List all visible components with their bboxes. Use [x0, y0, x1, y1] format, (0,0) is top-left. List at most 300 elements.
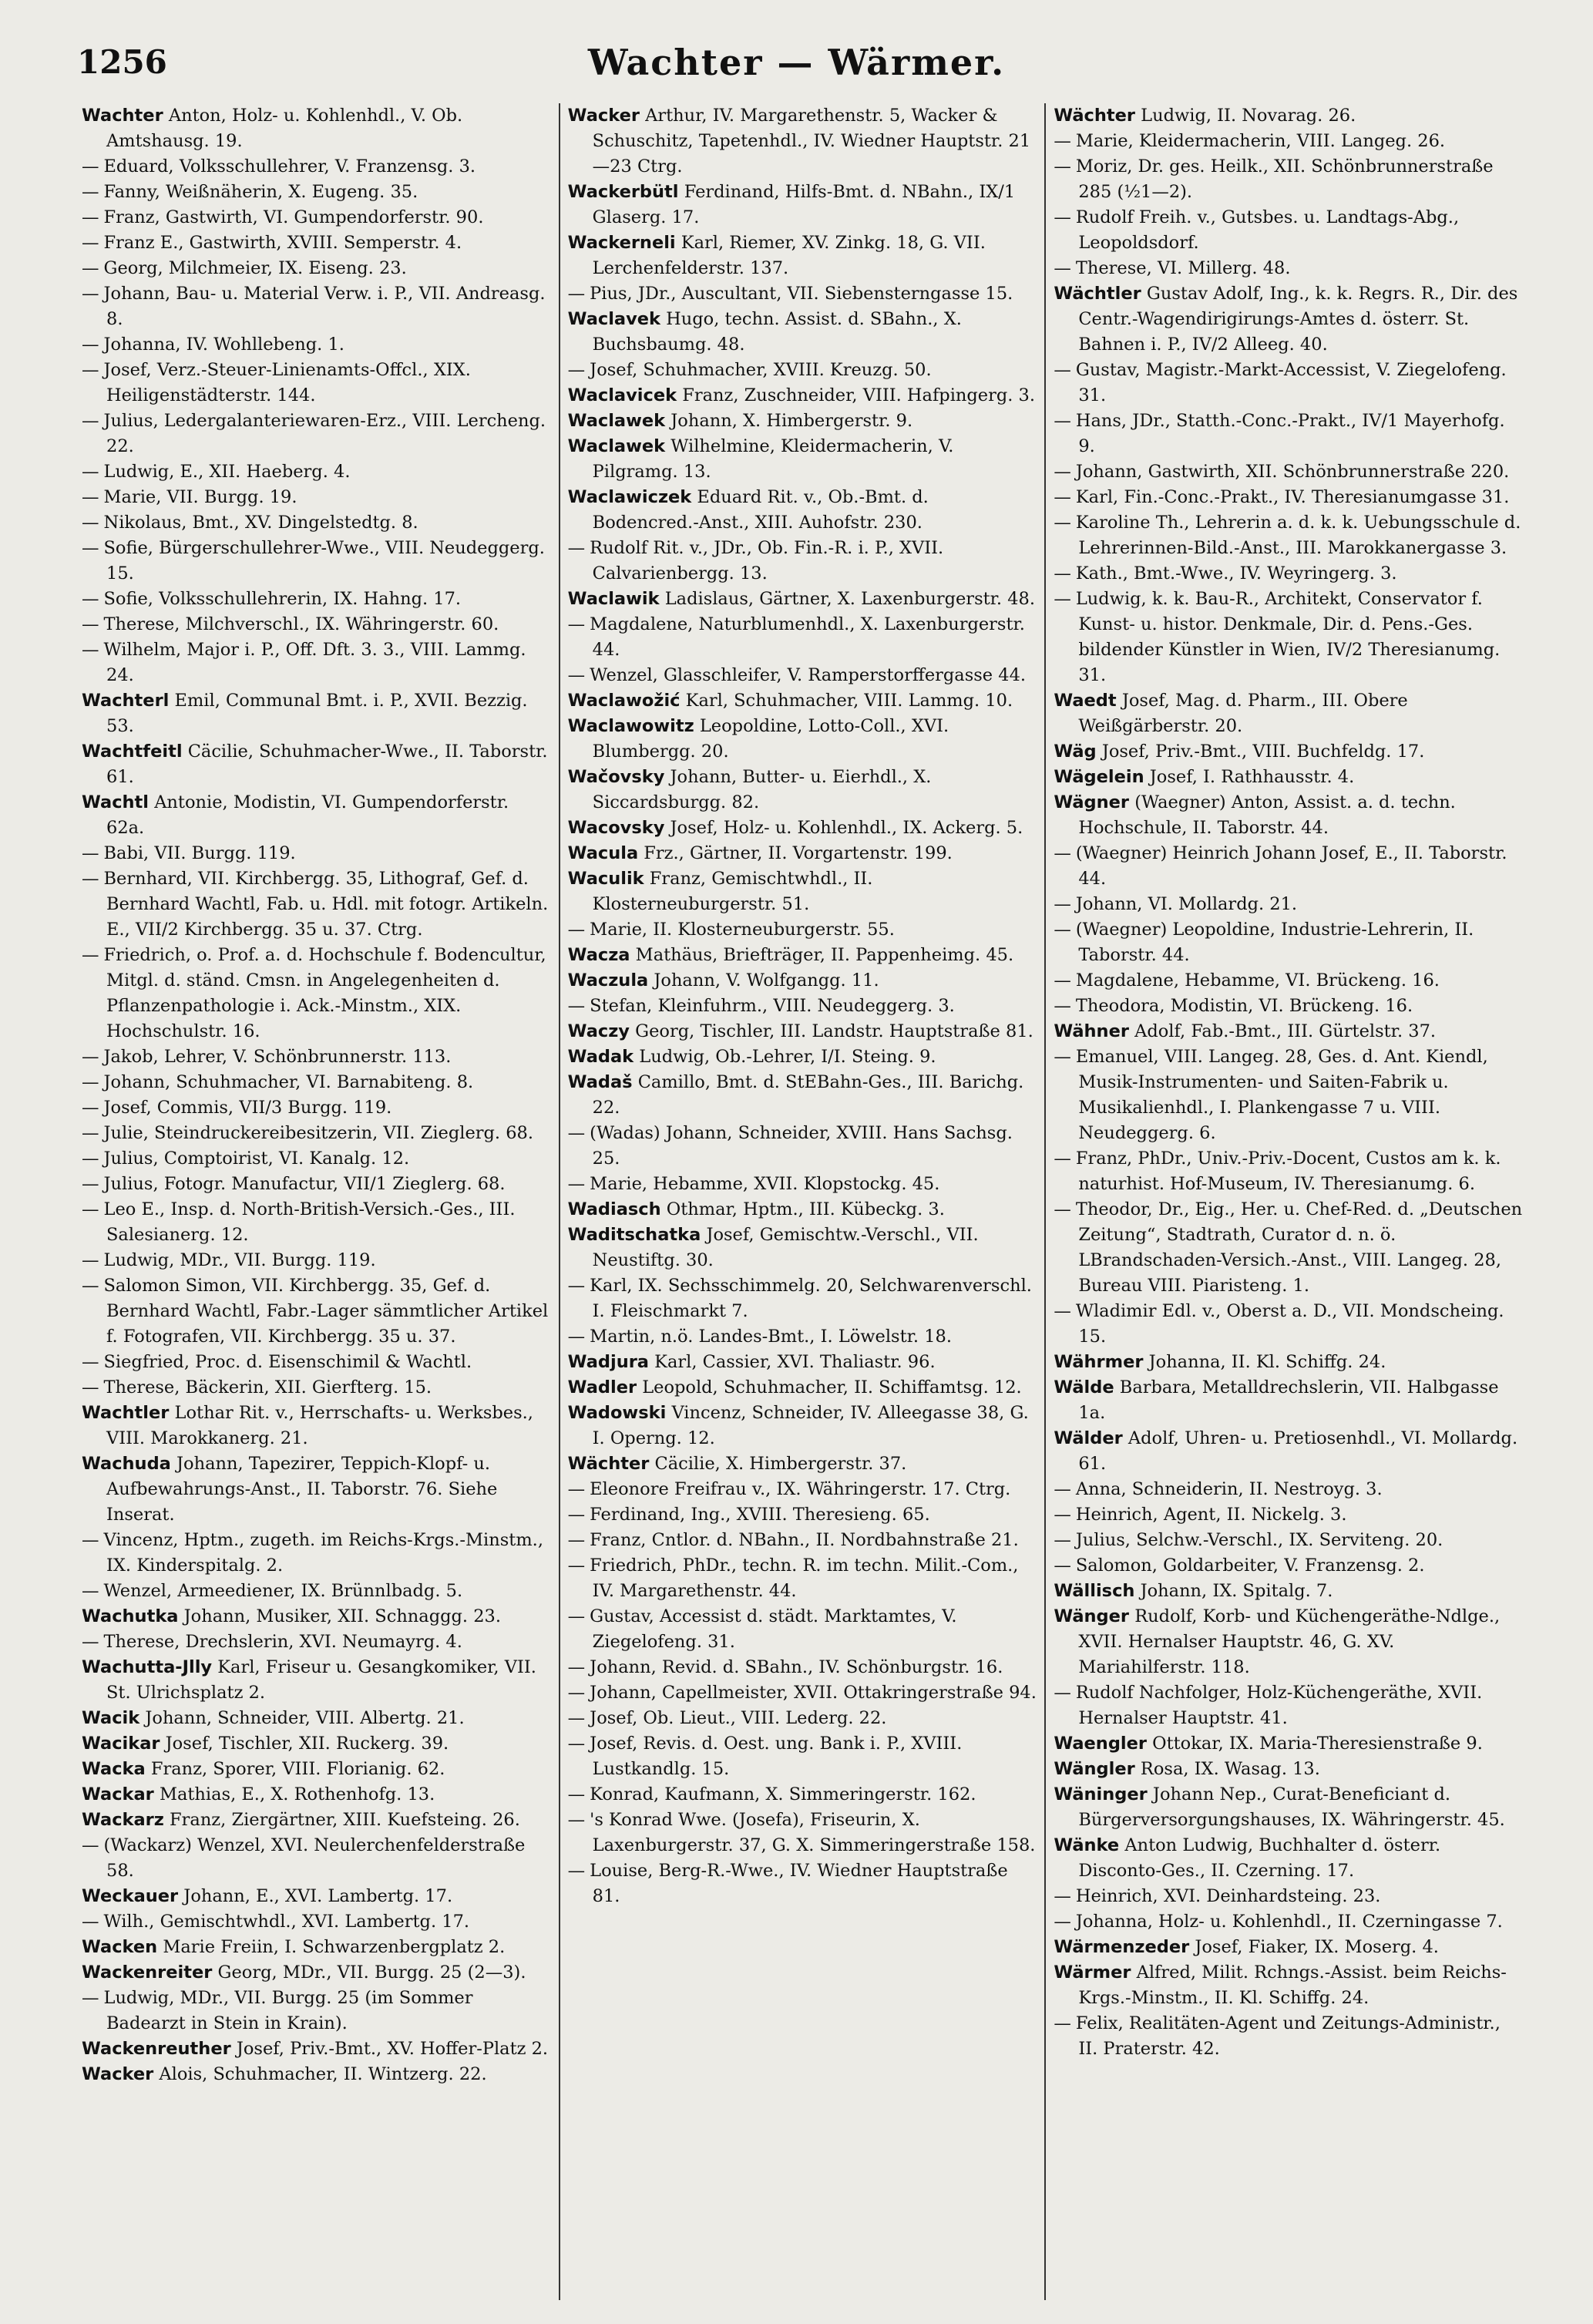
entry-details: Josef, I. Rathhausstr. 4.: [1149, 767, 1355, 787]
entry-surname: Wähner: [1054, 1021, 1129, 1041]
directory-entry: [568, 409, 1037, 434]
repeat-dash: —: [567, 1606, 586, 1626]
entry-details: Gustav Adolf, Ing., k. k. Regrs. R., Dir. des Centr.-Wagendirigirungs-Amtes d. österr. St. Bahnen i. P., IV/2 Alleeg. 40.: [1078, 284, 1518, 355]
entry-surname: Waclawowitz: [567, 716, 694, 736]
entry-details: Karoline Th., Lehrerin a. d. k. k. Uebungsschule d. Lehrerinnen-Bild.-Anst., III. Marokkanergasse 3.: [1075, 513, 1521, 558]
directory-entry: [1054, 1731, 1523, 1757]
entry-surname: Währmer: [1054, 1352, 1144, 1372]
directory-entry: [82, 587, 551, 612]
directory-entry: [82, 1655, 551, 1706]
directory-entry: [82, 1273, 551, 1350]
directory-entry: [1054, 510, 1523, 561]
directory-entry: [82, 1146, 551, 1172]
repeat-dash: —: [82, 945, 99, 965]
entry-surname: Wachtler: [82, 1403, 170, 1423]
entry-surname: Wänger: [1054, 1606, 1130, 1626]
entry-details: Ludwig, MDr., VII. Burgg. 25 (im Sommer Badearzt in Stein in Krain).: [103, 1988, 473, 2033]
entry-details: 's Konrad Wwe. (Josefa), Friseurin, X. Laxenburgerstr. 37, G. X. Simmeringerstraße 158.: [590, 1810, 1036, 1855]
repeat-dash: —: [1054, 1199, 1071, 1219]
entry-surname: Wäg: [1054, 742, 1097, 762]
entry-details: Ottokar, IX. Maria-Theresienstraße 9.: [1152, 1734, 1483, 1754]
repeat-dash: —: [567, 1657, 586, 1677]
directory-entry: [82, 1960, 551, 1986]
entry-details: Johann, E., XVI. Lambertg. 17.: [183, 1886, 453, 1906]
repeat-dash: —: [567, 1708, 586, 1728]
directory-entry: [82, 154, 551, 180]
directory-entry: [1054, 1553, 1523, 1579]
directory-entry: [568, 1706, 1037, 1731]
directory-entry: [82, 1909, 551, 1935]
entry-details: Therese, Milchverschl., IX. Währingerstr. 60.: [103, 614, 499, 634]
entry-details: Eduard, Volksschullehrer, V. Franzensg. 3.: [103, 156, 476, 177]
directory-entry: [1054, 154, 1523, 205]
entry-details: Julius, Selchw.-Verschl., IX. Serviteng. 20.: [1075, 1530, 1443, 1550]
repeat-dash: —: [1054, 487, 1071, 507]
directory-entry: [1054, 841, 1523, 892]
entry-details: Franz, Cntlor. d. NBahn., II. Nordbahnstraße 21.: [590, 1530, 1019, 1550]
directory-entry: [568, 943, 1037, 968]
entry-details: Therese, Drechslerin, XVI. Neumayrg. 4.: [103, 1632, 462, 1652]
entry-details: Johann, Musiker, XII. Schnaggg. 23.: [183, 1606, 502, 1626]
repeat-dash: —: [82, 1988, 99, 2008]
directory-entry: [82, 459, 551, 485]
entry-details: Martin, n.ö. Landes-Bmt., I. Löwelstr. 18.: [590, 1327, 953, 1347]
directory-entry: [568, 612, 1037, 663]
repeat-dash: —: [1054, 589, 1071, 609]
directory-entry: [82, 1629, 551, 1655]
repeat-dash: —: [82, 284, 99, 304]
directory-entry: [568, 1808, 1037, 1858]
entry-details: Georg, Milchmeier, IX. Eiseng. 23.: [103, 258, 407, 278]
page-header: [0, 34, 1593, 96]
entry-details: Josef, Priv.-Bmt., XV. Hoffer-Platz 2.: [236, 2039, 549, 2059]
repeat-dash: —: [567, 1530, 586, 1550]
entry-details: Salomon Simon, VII. Kirchbergg. 35, Gef. d. Bernhard Wachtl, Fabr.-Lager sämmtlicher Artikel f. Fotografen, VII. Kirchbergg. 35 u. 37.: [103, 1276, 549, 1347]
directory-entry: [82, 1731, 551, 1757]
entry-details: Cäcilie, X. Himbergerstr. 37.: [654, 1454, 907, 1474]
directory-entry: [82, 866, 551, 943]
directory-entry: [568, 1172, 1037, 1197]
directory-entry: [568, 1502, 1037, 1528]
entry-details: Franz, PhDr., Univ.-Priv.-Docent, Custos am k. k. naturhist. Hof-Museum, IV. Theresianumg. 6.: [1075, 1149, 1501, 1194]
directory-entry: [82, 1604, 551, 1629]
entry-details: Sofie, Volksschullehrerin, IX. Hahng. 17.: [103, 589, 462, 609]
repeat-dash: —: [82, 1072, 99, 1092]
entry-details: Julius, Comptoirist, VI. Kanalg. 12.: [103, 1149, 410, 1169]
entry-details: Salomon, Goldarbeiter, V. Franzensg. 2.: [1075, 1555, 1425, 1576]
repeat-dash: —: [567, 1555, 586, 1576]
repeat-dash: —: [1054, 1555, 1071, 1576]
repeat-dash: —: [1054, 462, 1071, 482]
directory-entry: [82, 358, 551, 409]
entry-details: Theodor, Dr., Eig., Her. u. Chef-Red. d. „Deutschen Zeitung“, Stadtrath, Curator d. n. ö. LBrandschaden-Versich.-Anst., VIII. Langeg. 28, Bureau VIII. Piaristeng. 1.: [1075, 1199, 1523, 1296]
repeat-dash: —: [567, 1683, 586, 1703]
entry-details: Emil, Communal Bmt. i. P., XVII. Bezzig. 53.: [106, 691, 528, 736]
entry-details: Magdalene, Hebamme, VI. Brückeng. 16.: [1075, 970, 1440, 990]
entry-details: Friedrich, PhDr., techn. R. im techn. Milit.-Com., IV. Margarethenstr. 44.: [590, 1555, 1019, 1601]
repeat-dash: —: [82, 1098, 99, 1118]
entry-details: Karl, Cassier, XVI. Thaliastr. 96.: [654, 1352, 936, 1372]
entry-details: Wilhelmine, Kleidermacherin, V. Pilgramg. 13.: [592, 436, 954, 482]
entry-details: (Wadas) Johann, Schneider, XVIII. Hans Sachsg. 25.: [590, 1123, 1013, 1169]
entry-details: Eleonore Freifrau v., IX. Währingerstr. 17. Ctrg.: [590, 1479, 1011, 1499]
entry-details: Josef, Commis, VII/3 Burgg. 119.: [103, 1098, 392, 1118]
directory-entry: [82, 1401, 551, 1451]
entry-details: Ludwig, MDr., VII. Burgg. 119.: [103, 1250, 376, 1270]
entry-details: Vincenz, Hptm., zugeth. im Reichs-Krgs.-Minstm., IX. Kinderspitalg. 2.: [103, 1530, 543, 1576]
entry-surname: Wačovsky: [567, 767, 665, 787]
repeat-dash: —: [1054, 920, 1071, 940]
directory-entry: [568, 103, 1037, 180]
entry-surname: Wadaš: [567, 1072, 633, 1092]
entry-details: Wenzel, Glasschleifer, V. Ramperstorffergasse 44.: [590, 665, 1027, 685]
repeat-dash: —: [82, 1352, 99, 1372]
repeat-dash: —: [82, 1199, 99, 1219]
entry-surname: Waculik: [567, 869, 644, 889]
directory-entry: [568, 1044, 1037, 1070]
repeat-dash: —: [82, 589, 99, 609]
entry-details: Anna, Schneiderin, II. Nestroyg. 3.: [1075, 1479, 1383, 1499]
entry-surname: Wächtler: [1054, 284, 1141, 304]
directory-entry: [568, 816, 1037, 841]
repeat-dash: —: [1054, 131, 1071, 151]
entry-details: Siegfried, Proc. d. Eisenschimil & Wachtl.: [103, 1352, 472, 1372]
entry-details: Heinrich, Agent, II. Nickelg. 3.: [1075, 1505, 1347, 1525]
entry-details: Ludwig, II. Novarag. 26.: [1141, 106, 1356, 126]
entry-surname: Waclawožić: [567, 691, 681, 711]
directory-entry: [82, 103, 551, 154]
repeat-dash: —: [567, 1327, 586, 1347]
directory-entry: [82, 1248, 551, 1273]
directory-entry: [1054, 2011, 1523, 2062]
directory-entry: [82, 1375, 551, 1401]
entry-details: Vincenz, Schneider, IV. Alleegasse 38, G. I. Operng. 12.: [592, 1403, 1029, 1448]
entry-details: Johanna, Holz- u. Kohlenhdl., II. Czerningasse 7.: [1075, 1912, 1503, 1932]
entry-details: Emanuel, VIII. Langeg. 28, Ges. d. Ant. Kiendl, Musik-Instrumenten- und Saiten-Fabrik u. Musikalienhdl., I. Plankengasse 7 u. VIII. Neudeggerg. 6.: [1075, 1047, 1488, 1143]
entry-details: Anton, Holz- u. Kohlenhdl., V. Ob. Amtshausg. 19.: [106, 106, 463, 151]
repeat-dash: —: [82, 513, 99, 533]
entry-details: Ladislaus, Gärtner, X. Laxenburgerstr. 48.: [664, 589, 1036, 609]
entry-details: Franz, Gemischtwhdl., II. Klosterneuburgerstr. 51.: [592, 869, 873, 914]
directory-entry: [82, 1935, 551, 1960]
repeat-dash: —: [82, 869, 99, 889]
entry-surname: Wackerbütl: [567, 182, 679, 202]
entry-details: Pius, JDr., Auscultant, VII. Siebensterngasse 15.: [590, 284, 1013, 304]
entry-details: Alois, Schuhmacher, II. Wintzerg. 22.: [159, 2064, 487, 2084]
repeat-dash: —: [82, 487, 99, 507]
entry-surname: Wacken: [82, 1937, 158, 1957]
entry-details: Franz, Ziergärtner, XIII. Kuefsteing. 26.: [170, 1810, 520, 1830]
directory-entry: [1054, 129, 1523, 154]
entry-surname: Wachuda: [82, 1454, 171, 1474]
entry-surname: Waclawek: [567, 436, 666, 456]
repeat-dash: —: [567, 614, 586, 634]
entry-surname: Wackerneli: [567, 233, 676, 253]
directory-entry: [568, 1680, 1037, 1706]
repeat-dash: —: [82, 182, 99, 202]
entry-details: Marie, Kleidermacherin, VIII. Langeg. 26.: [1075, 131, 1446, 151]
entry-details: Alfred, Milit. Rchngs.-Assist. beim Reichs-Krgs.-Minstm., II. Kl. Schiffg. 24.: [1078, 1962, 1507, 2008]
entry-details: Johann, Schneider, VIII. Albertg. 21.: [145, 1708, 465, 1728]
entry-surname: Wadiasch: [567, 1199, 661, 1219]
entry-details: Leopoldine, Lotto-Coll., XVI. Blumbergg. 20.: [592, 716, 949, 762]
repeat-dash: —: [82, 462, 99, 482]
entry-surname: Wägner: [1054, 792, 1130, 812]
entry-details: Johann, Tapezirer, Teppich-Klopf- u. Aufbewahrungs-Anst., II. Taborstr. 76. Siehe Inserat.: [106, 1454, 498, 1525]
directory-entry: [1054, 1579, 1523, 1604]
repeat-dash: —: [1054, 563, 1071, 584]
entry-surname: Wackenreuther: [82, 2039, 231, 2059]
entry-details: Felix, Realitäten-Agent und Zeitungs-Administr., II. Praterstr. 42.: [1075, 2013, 1501, 2059]
entry-surname: Waczy: [567, 1021, 630, 1041]
directory-entry: [82, 1808, 551, 1833]
entry-surname: Wänke: [1054, 1835, 1120, 1855]
directory-entry: [568, 485, 1037, 536]
repeat-dash: —: [82, 1530, 99, 1550]
entry-surname: Wadowski: [567, 1403, 667, 1423]
directory-entry: [1054, 1019, 1523, 1044]
entry-details: Adolf, Uhren- u. Pretiosenhdl., VI. Mollardg. 61.: [1078, 1428, 1518, 1474]
entry-surname: Wägelein: [1054, 767, 1144, 787]
directory-entry: [82, 2036, 551, 2062]
directory-entry: [1054, 256, 1523, 281]
repeat-dash: —: [1054, 156, 1071, 177]
entry-surname: Wälde: [1054, 1377, 1114, 1397]
repeat-dash: —: [1054, 411, 1071, 431]
entry-details: Julie, Steindruckereibesitzerin, VII. Zieglerg. 68.: [103, 1123, 534, 1143]
directory-entry: [568, 281, 1037, 307]
entry-details: Johann, X. Himbergerstr. 9.: [670, 411, 913, 431]
entry-details: Theodora, Modistin, VI. Brückeng. 16.: [1075, 996, 1413, 1016]
directory-entry: [82, 1070, 551, 1095]
entry-details: Johann, Revid. d. SBahn., IV. Schönburgstr. 16.: [590, 1657, 1003, 1677]
directory-entry: [82, 1095, 551, 1121]
entry-details: Ludwig, E., XII. Haeberg. 4.: [103, 462, 351, 482]
directory-entry: [1054, 1960, 1523, 2011]
entry-details: Adolf, Fab.-Bmt., III. Gürtelstr. 37.: [1134, 1021, 1437, 1041]
entry-details: (Waegner) Anton, Assist. a. d. techn. Hochschule, II. Taborstr. 44.: [1078, 792, 1456, 838]
repeat-dash: —: [82, 1377, 99, 1397]
directory-entry: [82, 790, 551, 841]
entry-details: Rudolf Freih. v., Gutsbes. u. Landtags-Abg., Leopoldsdorf.: [1075, 207, 1460, 253]
directory-entry: [1054, 1833, 1523, 1884]
entry-details: Johann, IX. Spitalg. 7.: [1140, 1581, 1333, 1601]
directory-entry: [82, 1782, 551, 1808]
entry-details: Rudolf, Korb- und Küchengeräthe-Ndlge., XVII. Hernalser Hauptstr. 46, G. XV. Mariahilferstr. 118.: [1078, 1606, 1501, 1677]
entry-details: Barbara, Metalldrechslerin, VII. Halbgasse 1a.: [1078, 1377, 1499, 1423]
entry-details: Marie, Hebamme, XVII. Klopstockg. 45.: [590, 1174, 940, 1194]
repeat-dash: —: [1054, 1530, 1071, 1550]
entry-details: Josef, Fiaker, IX. Moserg. 4.: [1195, 1937, 1439, 1957]
entry-surname: Wachtfeitl: [82, 742, 183, 762]
directory-entry: [568, 866, 1037, 917]
directory-entry: [1054, 409, 1523, 459]
directory-entry: [568, 1273, 1037, 1324]
page-number: 1256: [77, 43, 167, 81]
column-3: [1044, 103, 1531, 2300]
entry-details: Johann Nep., Curat-Beneficiant d. Bürgerversorgungshauses, IX. Währingerstr. 45.: [1078, 1784, 1505, 1830]
directory-entry: [568, 434, 1037, 485]
entry-details: Johann, Schuhmacher, VI. Barnabiteng. 8.: [103, 1072, 474, 1092]
directory-entry: [82, 1833, 551, 1884]
entry-details: Therese, Bäckerin, XII. Gierfterg. 15.: [103, 1377, 432, 1397]
directory-entry: [82, 1579, 551, 1604]
directory-entry: [1054, 1146, 1523, 1197]
directory-entry: [82, 1757, 551, 1782]
entry-surname: Wackenreiter: [82, 1962, 213, 1983]
repeat-dash: —: [82, 258, 99, 278]
entry-surname: Waclawiczek: [567, 487, 692, 507]
entry-details: Karl, Riemer, XV. Zinkg. 18, G. VII. Lerchenfelderstr. 137.: [592, 233, 986, 278]
entry-details: Othmar, Hptm., III. Kübeckg. 3.: [666, 1199, 945, 1219]
entry-surname: Wärmenzeder: [1054, 1937, 1190, 1957]
columns: [74, 103, 1531, 2300]
directory-entry: [568, 714, 1037, 765]
running-head-title: Wachter — Wärmer.: [587, 42, 1006, 83]
repeat-dash: —: [1054, 513, 1071, 533]
entry-details: Georg, Tischler, III. Landstr. Hauptstraße 81.: [635, 1021, 1033, 1041]
directory-entry: [568, 1324, 1037, 1350]
directory-entry: [1054, 1935, 1523, 1960]
entry-details: Johann, V. Wolfgangg. 11.: [654, 970, 879, 990]
repeat-dash: —: [82, 640, 99, 660]
entry-details: Rudolf Rit. v., JDr., Ob. Fin.-R. i. P., XVII. Calvarienbergg. 13.: [590, 538, 944, 584]
entry-details: (Wackarz) Wenzel, XVI. Neulerchenfelderstraße 58.: [103, 1835, 526, 1881]
entry-details: Lothar Rit. v., Herrschafts- u. Werksbes., VIII. Marokkanerg. 21.: [106, 1403, 533, 1448]
directory-entry: [82, 510, 551, 536]
directory-entry: [568, 1019, 1037, 1044]
directory-entry: [568, 307, 1037, 358]
entry-details: Moriz, Dr. ges. Heilk., XII. Schönbrunnerstraße 285 (½1—2).: [1075, 156, 1494, 202]
directory-entry: [568, 1604, 1037, 1655]
entry-details: Arthur, IV. Margarethenstr. 5, Wacker & Schuschitz, Tapetenhdl., IV. Wiedner Hauptstr. 21—23 Ctrg.: [592, 106, 1031, 177]
entry-details: Josef, Priv.-Bmt., VIII. Buchfeldg. 17.: [1101, 742, 1425, 762]
entry-surname: Waclavek: [567, 309, 660, 329]
directory-entry: [82, 1044, 551, 1070]
repeat-dash: —: [567, 996, 586, 1016]
repeat-dash: —: [567, 1734, 586, 1754]
entry-details: Karl, Friseur u. Gesangkomiker, VII. St. Ulrichsplatz 2.: [106, 1657, 536, 1703]
directory-entry: [1054, 485, 1523, 510]
directory-entry: [1054, 459, 1523, 485]
directory-entry: [82, 332, 551, 358]
entry-surname: Wachutta-Jlly: [82, 1657, 213, 1677]
entry-surname: Wälder: [1054, 1428, 1123, 1448]
directory-entry: [568, 1528, 1037, 1553]
directory-entry: [568, 968, 1037, 994]
directory-entry: [568, 917, 1037, 943]
entry-details: Josef, Gemischtw.-Verschl., VII. Neustiftg. 30.: [592, 1225, 979, 1270]
repeat-dash: —: [82, 1149, 99, 1169]
repeat-dash: —: [82, 614, 99, 634]
entry-details: Josef, Tischler, XII. Ruckerg. 39.: [165, 1734, 449, 1754]
entry-surname: Wacza: [567, 945, 630, 965]
directory-entry: [82, 688, 551, 739]
entry-surname: Wacker: [567, 106, 640, 126]
entry-surname: Wäninger: [1054, 1784, 1148, 1804]
entry-surname: Waclawik: [567, 589, 660, 609]
repeat-dash: —: [1054, 894, 1071, 914]
directory-entry: [568, 1477, 1037, 1502]
directory-entry: [568, 1375, 1037, 1401]
repeat-dash: —: [1054, 1912, 1071, 1932]
repeat-dash: —: [567, 1479, 586, 1499]
entry-details: Franz, Zuschneider, VIII. Hafpingerg. 3.: [682, 385, 1036, 405]
directory-entry: [82, 1451, 551, 1528]
entry-surname: Wadler: [567, 1377, 637, 1397]
directory-entry: [82, 1350, 551, 1375]
entry-details: Hans, JDr., Statth.-Conc.-Prakt., IV/1 Mayerhofg. 9.: [1075, 411, 1505, 456]
entry-details: Fanny, Weißnäherin, X. Eugeng. 35.: [103, 182, 418, 202]
directory-entry: [568, 1553, 1037, 1604]
directory-entry: [1054, 281, 1523, 358]
entry-details: Josef, Ob. Lieut., VIII. Lederg. 22.: [590, 1708, 887, 1728]
entry-details: Ferdinand, Ing., XVIII. Theresieng. 65.: [590, 1505, 930, 1525]
repeat-dash: —: [567, 1276, 586, 1296]
entry-details: Stefan, Kleinfuhrm., VIII. Neudeggerg. 3.: [590, 996, 955, 1016]
repeat-dash: —: [1054, 843, 1071, 863]
repeat-dash: —: [82, 360, 99, 380]
repeat-dash: —: [567, 1861, 586, 1881]
directory-entry: [1054, 1502, 1523, 1528]
entry-details: Josef, Verz.-Steuer-Linienamts-Offcl., XIX. Heiligenstädterstr. 144.: [103, 360, 471, 405]
entry-details: Georg, MDr., VII. Burgg. 25 (2—3).: [217, 1962, 526, 1983]
directory-entry: [82, 409, 551, 459]
directory-entry: [1054, 103, 1523, 129]
repeat-dash: —: [82, 1276, 99, 1296]
entry-details: Johann, VI. Mollardg. 21.: [1075, 894, 1298, 914]
directory-entry: [568, 1451, 1037, 1477]
entry-surname: Wachtl: [82, 792, 150, 812]
entry-surname: Wackarz: [82, 1810, 164, 1830]
directory-entry: [568, 383, 1037, 409]
entry-details: Cäcilie, Schuhmacher-Wwe., II. Taborstr. 61.: [106, 742, 548, 787]
entry-surname: Waclavicek: [567, 385, 677, 405]
directory-entry: [1054, 994, 1523, 1019]
entry-details: Franz, Sporer, VIII. Florianig. 62.: [150, 1759, 445, 1779]
entry-details: Friedrich, o. Prof. a. d. Hochschule f. Bodencultur, Mitgl. d. ständ. Cmsn. in Angelegenheiten d. Pflanzenpathologie i. Ack.-Minstm., XIX. Hochschulstr. 16.: [103, 945, 546, 1041]
directory-entry: [1054, 358, 1523, 409]
entry-details: Frz., Gärtner, II. Vorgartenstr. 199.: [644, 843, 953, 863]
repeat-dash: —: [1054, 1149, 1071, 1169]
repeat-dash: —: [82, 1835, 99, 1855]
entry-details: Rosa, IX. Wasag. 13.: [1140, 1759, 1320, 1779]
entry-details: (Waegner) Heinrich Johann Josef, E., II. Taborstr. 44.: [1075, 843, 1507, 889]
directory-entry: [568, 994, 1037, 1019]
directory-entry: [82, 536, 551, 587]
directory-entry: [568, 765, 1037, 816]
repeat-dash: —: [82, 1632, 99, 1652]
entry-details: Heinrich, XVI. Deinhardsteing. 23.: [1075, 1886, 1381, 1906]
directory-entry: [1054, 739, 1523, 765]
directory-entry: [1054, 1426, 1523, 1477]
directory-entry: [1054, 561, 1523, 587]
directory-entry: [568, 180, 1037, 230]
entry-details: Anton Ludwig, Buchhalter d. österr. Disconto-Ges., II. Czerning. 17.: [1078, 1835, 1441, 1881]
entry-details: Louise, Berg-R.-Wwe., IV. Wiedner Hauptstraße 81.: [590, 1861, 1008, 1906]
entry-surname: Wängler: [1054, 1759, 1135, 1779]
directory-entry: [1054, 1528, 1523, 1553]
column-1: [74, 103, 559, 2300]
directory-entry: [1054, 1375, 1523, 1426]
directory-entry: [568, 587, 1037, 612]
repeat-dash: —: [82, 843, 99, 863]
directory-entry: [82, 1172, 551, 1197]
entry-surname: Wachutka: [82, 1606, 179, 1626]
directory-entry: [1054, 1044, 1523, 1146]
directory-entry: [1054, 1604, 1523, 1680]
directory-entry: [568, 536, 1037, 587]
